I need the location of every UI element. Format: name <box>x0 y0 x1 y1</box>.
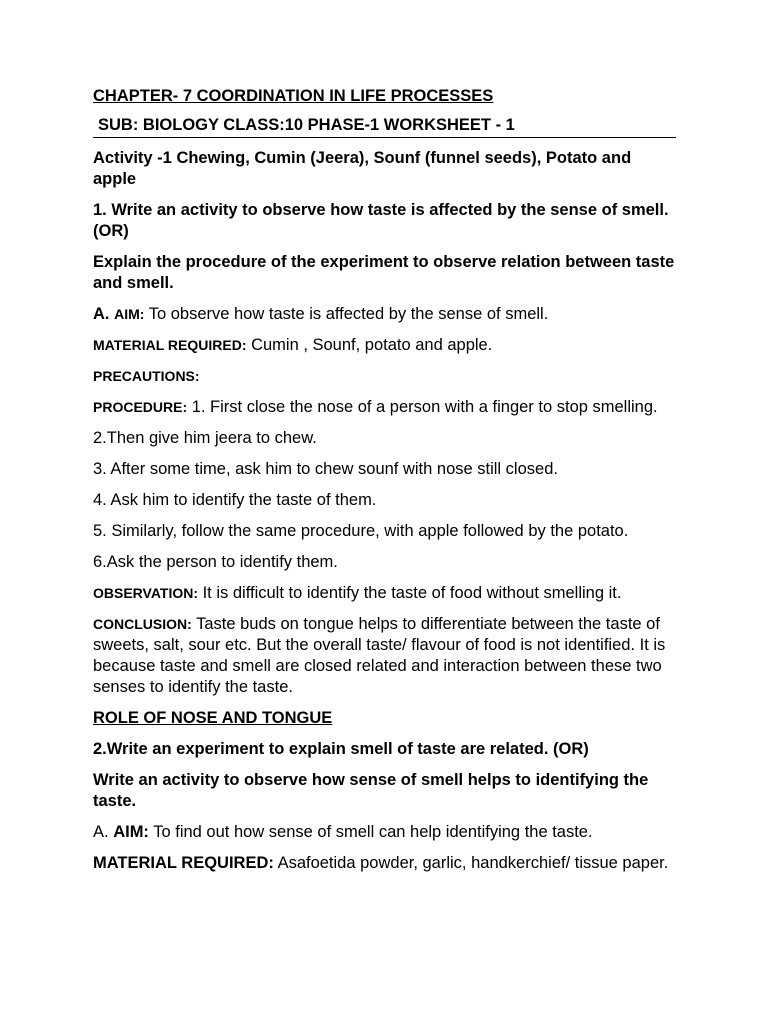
aim-label-2: AIM: <box>113 823 149 841</box>
procedure-step-6: 6.Ask the person to identify them. <box>93 553 338 571</box>
procedure-step-5: 5. Similarly, follow the same procedure, with apple followed by the potato. <box>93 522 629 540</box>
section-heading: ROLE OF NOSE AND TONGUE <box>93 709 333 727</box>
aim-prefix-2: A. <box>93 823 114 841</box>
aim-text: To observe how taste is affected by the sense of smell. <box>144 305 549 323</box>
aim-text-2: To find out how sense of smell can help identifying the taste. <box>148 823 593 841</box>
question-2: 2.Write an experiment to explain smell of taste are related. (OR) <box>93 740 589 758</box>
conclusion-text: Taste buds on tongue helps to differentiate between the taste of sweets, salt, sour etc. But the overall taste/ flavour of food is not identified. It is because taste and smell are closed related and interaction between these two senses to identify the taste. <box>93 615 666 696</box>
precautions-label: PRECAUTIONS: <box>93 368 200 384</box>
chapter-title: CHAPTER- 7 COORDINATION IN LIFE PROCESSES <box>93 87 494 105</box>
question-2-alt: Write an activity to observe how sense of smell helps to identifying the taste. <box>93 771 649 810</box>
procedure-step-2: 2.Then give him jeera to chew. <box>93 429 317 447</box>
material-line-2 <box>93 853 676 874</box>
aim-label: AIM: <box>114 306 145 322</box>
material-line <box>93 335 676 356</box>
procedure-step-4: 4. Ask him to identify the taste of them. <box>93 491 377 509</box>
aim-line <box>93 304 676 325</box>
material-label: MATERIAL REQUIRED: <box>93 337 247 353</box>
observation-label: OBSERVATION: <box>93 585 199 601</box>
precautions-line <box>93 366 676 387</box>
procedure-line <box>93 397 676 418</box>
procedure-step-1: 1. First close the nose of a person with a finger to stop smelling. <box>187 398 658 416</box>
conclusion-line <box>93 614 676 698</box>
conclusion-label: CONCLUSION: <box>93 616 192 632</box>
material-label-2: MATERIAL REQUIRED: <box>93 854 274 872</box>
document-body <box>93 86 676 884</box>
procedure-step-3: 3. After some time, ask him to chew sounf with nose still closed. <box>93 460 558 478</box>
observation-text: It is difficult to identify the taste of food without smelling it. <box>198 584 622 602</box>
question-1: 1. Write an activity to observe how taste is affected by the sense of smell. (OR) <box>93 201 669 240</box>
procedure-label: PROCEDURE: <box>93 399 188 415</box>
question-1-alt: Explain the procedure of the experiment to observe relation between taste and smell. <box>93 253 675 292</box>
material-text-2: Asafoetida powder, garlic, handkerchief/ tissue paper. <box>273 854 669 872</box>
aim-line-2 <box>93 822 676 843</box>
subject-line: SUB: BIOLOGY CLASS:10 PHASE-1 WORKSHEET - 1 <box>93 115 676 138</box>
activity-title: Activity -1 Chewing, Cumin (Jeera), Sounf (funnel seeds), Potato and apple <box>93 149 632 188</box>
aim-prefix: A. <box>93 305 110 323</box>
material-text: Cumin , Sounf, potato and apple. <box>246 336 493 354</box>
observation-line <box>93 583 676 604</box>
